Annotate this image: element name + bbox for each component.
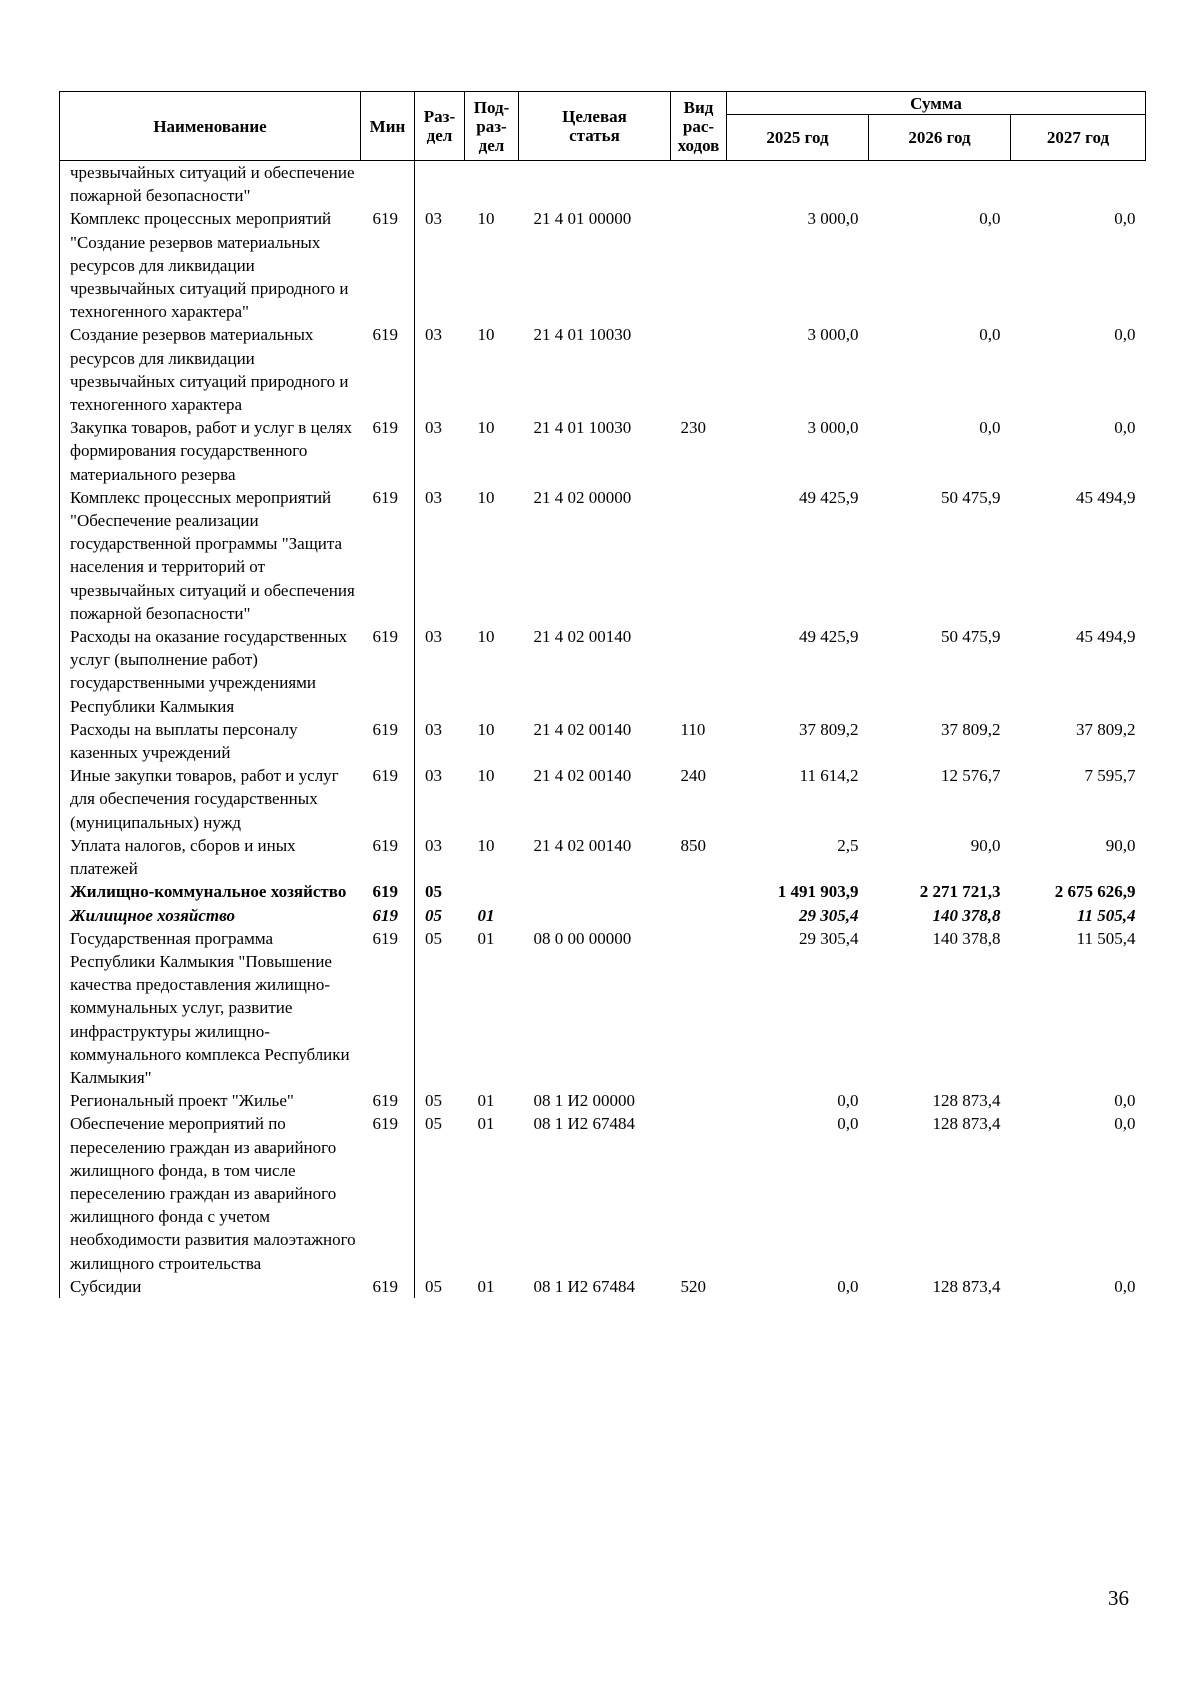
cell-2027: 45 494,9 (1076, 627, 1136, 647)
cell-2025: 1 491 903,9 (777, 882, 859, 902)
cell-2026: 50 475,9 (941, 627, 1001, 647)
cell-name: Уплата налогов, сборов и иных платежей (60, 834, 361, 880)
cell-2025: 2,5 (837, 835, 859, 855)
cell-2025: 0,0 (837, 1114, 859, 1134)
cell-min: 619 (361, 323, 415, 416)
cell-min: 619 (361, 904, 415, 927)
cell-razdel: 05 (425, 1114, 442, 1134)
cell-min: 619 (361, 207, 415, 323)
header-podrazdel: Под- раз- дел (465, 92, 519, 161)
cell-vid (671, 161, 727, 208)
cell-2026: 37 809,2 (941, 719, 1001, 739)
header-year-2027: 2027 год (1011, 115, 1146, 161)
cell-razdel: 03 (425, 835, 442, 855)
table-row (60, 416, 1146, 486)
table-row (60, 718, 1146, 764)
cell-2027: 45 494,9 (1076, 487, 1136, 507)
cell-2026: 0,0 (979, 418, 1001, 438)
table-header (60, 92, 1146, 161)
document-page (59, 91, 1145, 1298)
cell-razdel: 03 (425, 766, 442, 786)
table-row (60, 625, 1146, 718)
table-row (60, 323, 1146, 416)
cell-vid (671, 1112, 727, 1274)
cell-2025: 11 614,2 (799, 766, 859, 786)
cell-2025: 3 000,0 (807, 209, 859, 229)
cell-name: Создание резервов материальных ресурсов для ликвидации чрезвычайных ситуаций природного и техногенного характера (60, 323, 361, 416)
cell-razdel (415, 161, 465, 208)
table-body (60, 161, 1146, 1298)
cell-min: 619 (361, 718, 415, 764)
cell-2026: 90,0 (970, 835, 1001, 855)
cell-vid: 230 (680, 418, 706, 438)
header-min: Мин (361, 92, 415, 161)
cell-vid (671, 486, 727, 625)
cell-name: Комплекс процессных мероприятий "Создание резервов материальных ресурсов для ликвидации чрезвычайных ситуаций природного и техногенного характера" (60, 207, 361, 323)
cell-celevaya: 21 4 02 00140 (533, 719, 632, 739)
cell-podrazdel: 10 (477, 719, 495, 739)
cell-min: 619 (361, 1112, 415, 1274)
table-row (60, 834, 1146, 880)
cell-celevaya: 21 4 01 00000 (533, 209, 632, 229)
cell-min: 619 (361, 625, 415, 718)
cell-2026: 12 576,7 (941, 766, 1001, 786)
cell-2026: 140 378,8 (932, 905, 1001, 925)
cell-razdel: 03 (425, 325, 442, 345)
cell-vid (671, 904, 727, 927)
cell-2026: 0,0 (979, 325, 1001, 345)
cell-podrazdel: 01 (477, 905, 495, 925)
cell-2025: 3 000,0 (807, 325, 859, 345)
table-row (60, 207, 1146, 323)
cell-razdel: 03 (425, 487, 442, 507)
header-celevaya: Целевая статья (519, 92, 671, 161)
cell-2027: 90,0 (1105, 835, 1136, 855)
cell-name: Закупка товаров, работ и услуг в целях формирования государственного материального резерва (60, 416, 361, 486)
cell-celevaya: 21 4 02 00140 (533, 627, 632, 647)
cell-2025: 0,0 (837, 1276, 859, 1296)
cell-2026: 140 378,8 (932, 928, 1001, 948)
cell-vid (671, 625, 727, 718)
cell-name: Расходы на оказание государственных услуг (выполнение работ) государственными учреждениями Республики Калмыкия (60, 625, 361, 718)
cell-celevaya: 08 1 И2 00000 (533, 1091, 636, 1111)
cell-podrazdel: 10 (477, 627, 495, 647)
cell-min: 619 (361, 1089, 415, 1112)
cell-podrazdel: 10 (477, 418, 495, 438)
cell-vid: 110 (680, 719, 706, 739)
header-year-2026: 2026 год (869, 115, 1011, 161)
cell-2027: 0,0 (1114, 1276, 1136, 1296)
cell-razdel: 05 (425, 1091, 442, 1111)
cell-2027: 11 505,4 (1076, 928, 1136, 948)
cell-2025: 49 425,9 (799, 487, 859, 507)
cell-podrazdel (465, 161, 519, 208)
cell-min: 619 (361, 834, 415, 880)
cell-2025: 29 305,4 (799, 905, 859, 925)
cell-name: чрезвычайных ситуаций и обеспечение пожарной безопасности" (60, 161, 361, 208)
cell-vid: 240 (680, 766, 706, 786)
cell-podrazdel: 01 (477, 1091, 495, 1111)
cell-podrazdel: 10 (477, 487, 495, 507)
cell-2025: 29 305,4 (799, 928, 859, 948)
cell-2027: 0,0 (1114, 1091, 1136, 1111)
cell-min: 619 (361, 880, 415, 903)
cell-min (361, 161, 415, 208)
cell-2026: 128 873,4 (932, 1276, 1001, 1296)
cell-celevaya (519, 904, 671, 927)
cell-celevaya: 21 4 02 00000 (533, 487, 632, 507)
cell-celevaya: 08 1 И2 67484 (533, 1114, 636, 1134)
cell-podrazdel: 10 (477, 835, 495, 855)
cell-name: Региональный проект "Жилье" (60, 1089, 361, 1112)
cell-podrazdel: 10 (477, 209, 495, 229)
cell-vid (671, 207, 727, 323)
cell-name: Иные закупки товаров, работ и услуг для обеспечения государственных (муниципальных) нужд (60, 764, 361, 834)
table-row (60, 904, 1146, 927)
cell-razdel: 05 (425, 1276, 442, 1296)
header-summa: Сумма (727, 92, 1146, 115)
cell-2026: 128 873,4 (932, 1114, 1001, 1134)
cell-celevaya (519, 161, 671, 208)
cell-podrazdel: 01 (477, 928, 495, 948)
cell-razdel: 03 (425, 209, 442, 229)
cell-razdel: 05 (425, 905, 442, 925)
cell-2025: 3 000,0 (807, 418, 859, 438)
cell-celevaya: 21 4 01 10030 (533, 418, 632, 438)
cell-celevaya: 21 4 02 00140 (533, 835, 632, 855)
cell-podrazdel: 01 (477, 1276, 495, 1296)
cell-2026: 0,0 (979, 209, 1001, 229)
cell-2027: 7 595,7 (1084, 766, 1136, 786)
header-vid: Вид рас- ходов (671, 92, 727, 161)
budget-table (59, 91, 1146, 1298)
table-row (60, 764, 1146, 834)
cell-podrazdel (465, 880, 519, 903)
cell-2025: 0,0 (837, 1091, 859, 1111)
cell-vid: 850 (680, 835, 706, 855)
cell-2025 (727, 161, 869, 208)
cell-vid: 520 (680, 1276, 706, 1296)
cell-name: Жилищное хозяйство (60, 904, 361, 927)
cell-celevaya: 21 4 01 10030 (533, 325, 632, 345)
header-year-2025: 2025 год (727, 115, 869, 161)
table-row (60, 486, 1146, 625)
cell-podrazdel: 10 (477, 325, 495, 345)
cell-celevaya: 08 0 00 00000 (533, 928, 632, 948)
cell-2027: 11 505,4 (1076, 905, 1136, 925)
cell-podrazdel: 10 (477, 766, 495, 786)
cell-min: 619 (361, 416, 415, 486)
cell-2027: 0,0 (1114, 418, 1136, 438)
cell-celevaya: 08 1 И2 67484 (533, 1276, 636, 1296)
page-number: 36 (1108, 1586, 1129, 1610)
cell-2027: 0,0 (1114, 1114, 1136, 1134)
header-name: Наименование (60, 92, 361, 161)
cell-vid (671, 1089, 727, 1112)
table-row (60, 880, 1146, 903)
table-row (60, 927, 1146, 1089)
cell-razdel: 05 (425, 928, 442, 948)
cell-2026: 50 475,9 (941, 487, 1001, 507)
cell-podrazdel: 01 (477, 1114, 495, 1134)
cell-vid (671, 880, 727, 903)
cell-razdel: 03 (425, 627, 442, 647)
cell-min: 619 (361, 486, 415, 625)
cell-2027: 0,0 (1114, 209, 1136, 229)
cell-vid (671, 323, 727, 416)
cell-min: 619 (361, 764, 415, 834)
cell-2025: 49 425,9 (799, 627, 859, 647)
cell-name: Обеспечение мероприятий по переселению граждан из аварийного жилищного фонда, в том числе переселению граждан из аварийного жилищного фонда с учетом необходимости развития малоэтажного жилищного строительства (60, 1112, 361, 1274)
cell-name: Жилищно-коммунальное хозяйство (60, 880, 361, 903)
cell-celevaya: 21 4 02 00140 (533, 766, 632, 786)
cell-name: Субсидии (60, 1275, 361, 1298)
cell-razdel: 03 (425, 719, 442, 739)
table-row (60, 1089, 1146, 1112)
cell-name: Государственная программа Республики Калмыкия "Повышение качества предоставления жилищно-коммунальных услуг, развитие инфраструктуры жилищно-коммунального комплекса Республики Калмыкия" (60, 927, 361, 1089)
cell-2026 (869, 161, 1011, 208)
cell-vid (671, 927, 727, 1089)
table-row (60, 1275, 1146, 1298)
cell-name: Комплекс процессных мероприятий "Обеспечение реализации государственной программы "Защита населения и территорий от чрезвычайных ситуаций и обеспечения пожарной безопасности" (60, 486, 361, 625)
cell-razdel: 03 (425, 418, 442, 438)
cell-min: 619 (361, 927, 415, 1089)
cell-name: Расходы на выплаты персоналу казенных учреждений (60, 718, 361, 764)
cell-razdel: 05 (425, 882, 442, 902)
table-row (60, 161, 1146, 208)
cell-celevaya (519, 880, 671, 903)
cell-2027: 37 809,2 (1076, 719, 1136, 739)
cell-2027 (1011, 161, 1146, 208)
cell-2026: 128 873,4 (932, 1091, 1001, 1111)
cell-2025: 37 809,2 (799, 719, 859, 739)
table-row (60, 1112, 1146, 1274)
cell-2026: 2 271 721,3 (919, 882, 1001, 902)
header-razdel: Раз- дел (415, 92, 465, 161)
cell-min: 619 (361, 1275, 415, 1298)
cell-2027: 2 675 626,9 (1054, 882, 1136, 902)
cell-2027: 0,0 (1114, 325, 1136, 345)
